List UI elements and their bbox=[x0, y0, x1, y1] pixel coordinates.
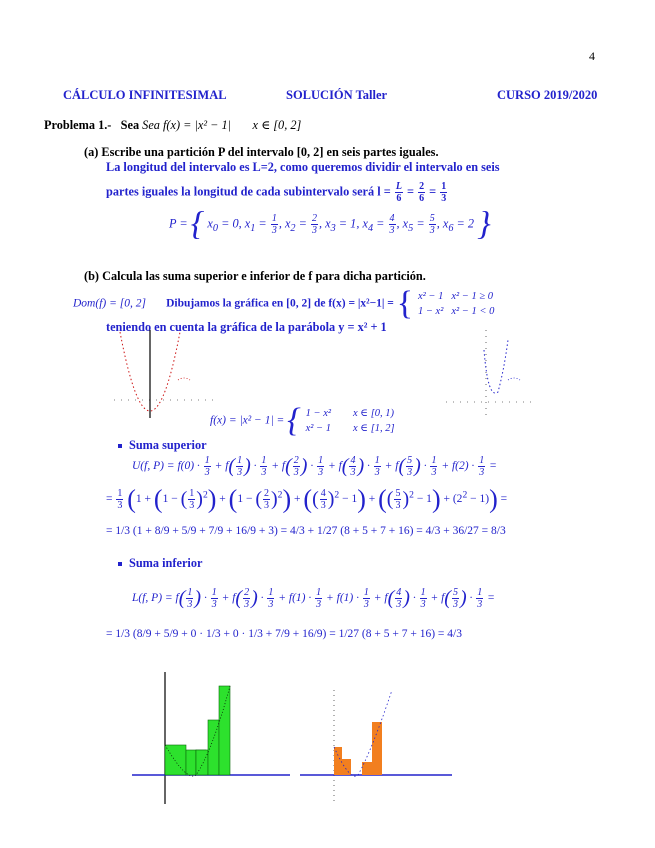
abs-label-mark bbox=[508, 378, 520, 380]
upper-sum-line2: = $\frac{1}{3}$ (1 + (1 − ( $\frac{1}{3}$ )$^2$) + (1 − ( $\frac{2}{3}$ )$^2$) + (( $\frac{4}{3}$ )$^2$ − 1) + (( $\frac{5}{3}$ )$^2 - 1) + (2^2 - 1)$) = bbox=[106, 484, 508, 514]
problem-label: Problema 1.- bbox=[44, 118, 112, 132]
problem-domain: x ∈ [0, 2] bbox=[252, 118, 302, 132]
page-number: 4 bbox=[589, 49, 595, 63]
domain-text: Dom(f) = [0, 2] bbox=[73, 297, 146, 310]
graph-text: Dibujamos la gráfica en [0, 2] de f(x) = |x²−1| = bbox=[166, 297, 394, 310]
parabola-label-mark bbox=[178, 378, 190, 380]
problem-function: Sea f(x) = |x² − 1| bbox=[142, 118, 232, 132]
header-year: CURSO 2019/2020 bbox=[497, 88, 598, 102]
cases-table: x² − 1 x² − 1 ≥ 0 1 − x² x² − 1 < 0 bbox=[417, 291, 495, 317]
upper-sum-line3: = 1/3 (1 + 8/9 + 5/9 + 7/9 + 16/9 + 3) = 4/3 + 1/27 (8 + 5 + 7 + 16) = 4/3 + 36/27 = 8/3 bbox=[106, 525, 506, 537]
part-a-answer-line1: La longitud del intervalo es L=2, como queremos dividir el intervalo en seis bbox=[106, 160, 500, 174]
lower-bar-6 bbox=[372, 722, 382, 775]
upper-sum-graph bbox=[132, 672, 292, 807]
lower-bar-1 bbox=[334, 747, 342, 775]
upper-bar-2 bbox=[186, 750, 196, 775]
lower-sum-graph bbox=[300, 690, 455, 805]
lower-bar-2 bbox=[342, 759, 351, 775]
upper-bar-5 bbox=[208, 720, 219, 775]
partition-formula: P = { $x_0 = 0$, $x_1$ = $\frac{1}{3}$ , $x_2$ = $\frac{2}{3}$ , $x_3 = 1$, $x_4$ = $\frac{4}{3}$ , $x_5$ = $\frac{5}{3}$ , $x_6 = 2$ } bbox=[169, 205, 491, 243]
upper-bar-4 bbox=[196, 750, 208, 775]
part-b-question: (b) Calcula las suma superior e inferior de f para dicha partición. bbox=[84, 269, 426, 283]
abs-function-graph bbox=[446, 330, 536, 420]
part-a-question: (a) Escribe una partición P del intervalo [0, 2] en seis partes iguales. bbox=[84, 145, 439, 159]
header-solution: SOLUCIÓN Taller bbox=[286, 88, 388, 102]
abs-curve bbox=[484, 340, 508, 393]
piecewise-table: 1 − x² x ∈ [0, 1) x² − 1 x ∈ [1, 2] bbox=[305, 408, 395, 434]
lower-sum-line2: = 1/3 (8/9 + 5/9 + 0 · 1/3 + 0 · 1/3 + 7/9 + 16/9) = 1/27 (8 + 5 + 7 + 16) = 4/3 bbox=[106, 628, 462, 640]
problem-statement: Problema 1.- Sea Sea f(x) = |x² − 1| x ∈ [0, 2] bbox=[44, 118, 302, 132]
part-b-domain-line: Dom(f) = [0, 2] Dibujamos la gráfica en [0, 2] de f(x) = |x²−1| = { x² − 1 x² − 1 ≥ 0 1 − x² x² − 1 < 0 bbox=[73, 288, 502, 320]
upper-bar-6 bbox=[219, 686, 230, 775]
upper-bar-1 bbox=[165, 745, 186, 775]
lower-sum-title: Suma inferior bbox=[118, 556, 202, 571]
parabola-note: teniendo en cuenta la gráfica de la parábola y = x² + 1 bbox=[106, 320, 387, 334]
header-course-name: CÁLCULO INFINITESIMAL bbox=[63, 88, 227, 102]
upper-sum-line1: U(f, P) = f(0) · $\frac{1}{3}$ + f( $\frac{1}{3}$ ) · $\frac{1}{3}$ + f( $\frac{2}{3}$ ) · $\frac{1}{3}$ + f( $\frac{4}{3}$ ) · $\frac{1}{3}$ + f( $\frac{5}{3}$ ) · $\frac{1}{3}$ + f(2) · $\frac{1}{3}$ = bbox=[132, 455, 497, 478]
parabola-graph bbox=[114, 330, 214, 420]
part-a-answer-line2: partes iguales la longitud de cada subintervalo será l = $\frac{L}{6}$ = $\frac{2}{6}$ = $\frac{1}{3}$ bbox=[106, 181, 447, 204]
piecewise-definition: f(x) = |x² − 1| = { 1 − x² x ∈ [0, 1) x² − 1 x ∈ [1, 2] bbox=[210, 405, 403, 437]
lower-sum-line1: L(f, P) = f( $\frac{1}{3}$ ) · $\frac{1}{3}$ + f( $\frac{2}{3}$ ) · $\frac{1}{3}$ + f(1) · $\frac{1}{3}$ + f(1) · $\frac{1}{3}$ + f( $\frac{4}{3}$ ) · $\frac{1}{3}$ + f( $\frac{5}{3}$ ) · $\frac{1}{3}$ = bbox=[132, 587, 495, 610]
upper-sum-title: Suma superior bbox=[118, 438, 207, 453]
